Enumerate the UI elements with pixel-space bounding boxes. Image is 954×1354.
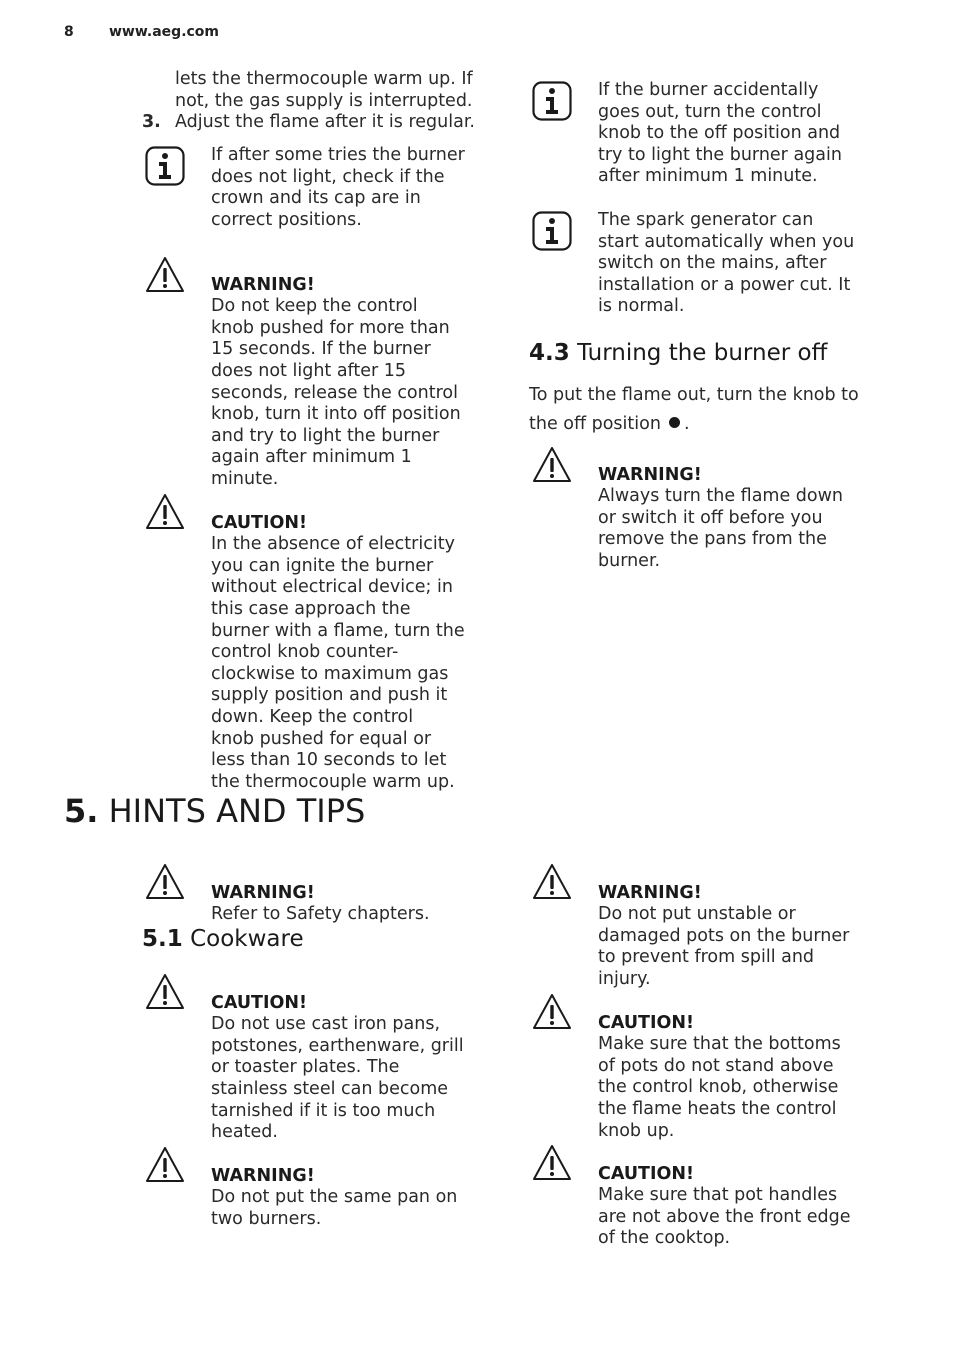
chapter-number: 5.	[64, 792, 99, 830]
caution-icon	[532, 992, 572, 1032]
off-position-icon	[669, 417, 680, 428]
warning-block-unstable-pots	[598, 861, 849, 991]
warning-icon	[145, 1145, 185, 1185]
warning-text: Do not put unstable or damaged pots on the burner to prevent from spill and injury.	[598, 904, 850, 989]
info-note-burner-out: If the burner accidentally goes out, turn the control knob to the off position and try to light the burner again after minimum 1 minute.	[598, 80, 842, 187]
site-url[interactable]: www.aeg.com	[109, 24, 220, 40]
page-number: 8	[64, 24, 74, 40]
caution-block	[211, 491, 465, 793]
warning-label: WARNING!	[211, 274, 315, 295]
caution-icon	[145, 492, 185, 532]
subsection-number: 5.1	[142, 926, 183, 952]
subsection-title: Cookware	[190, 926, 304, 952]
warning-label: WARNING!	[211, 1165, 315, 1186]
warning-label: WARNING!	[211, 882, 315, 903]
warning-icon	[145, 862, 185, 902]
warning-label: WARNING!	[598, 464, 702, 485]
warning-label: WARNING!	[598, 882, 702, 903]
caution-block-pot-bottoms	[598, 991, 841, 1142]
warning-icon	[532, 445, 572, 485]
chapter-heading	[64, 792, 365, 830]
section-heading-4-3	[529, 340, 827, 366]
step-text: Adjust the flame after it is regular.	[175, 112, 475, 132]
caution-text: Make sure that pot handles are not above the front edge of the cooktop.	[598, 1185, 851, 1249]
info-icon	[532, 211, 572, 251]
info-note: If after some tries the burner does not light, check if the crown and its cap are in correct positions.	[211, 145, 465, 230]
caution-block-pot-handles	[598, 1142, 851, 1250]
warning-block-same-pan	[211, 1144, 457, 1230]
warning-icon	[145, 255, 185, 295]
warning-icon	[532, 862, 572, 902]
section-text	[529, 381, 859, 439]
caution-block-cookware	[211, 971, 464, 1144]
caution-text: In the absence of electricity you can ignite the burner without electrical device; in this case approach the burner with a flame, turn the control knob counter- clockwise to maximum gas supply position and push it down. Keep the control knob pushed for equal or less than 10 seconds to let the thermocouple warm up.	[211, 534, 465, 792]
caution-icon	[532, 1143, 572, 1183]
caution-label: CAUTION!	[211, 992, 308, 1013]
warning-text: Refer to Safety chapters.	[211, 904, 430, 925]
subsection-heading-5-1	[142, 926, 304, 952]
warning-text: Always turn the flame down or switch it off before you remove the pans from the burner.	[598, 486, 844, 571]
warning-block	[211, 253, 461, 491]
info-icon	[145, 146, 185, 186]
warning-text: Do not put the same pan on two burners.	[211, 1187, 458, 1229]
warning-block-safety	[211, 861, 430, 926]
section-text-line2: the off position	[529, 414, 661, 434]
info-note-spark-generator: The spark generator can start automatically when you switch on the mains, after installation or a power cut. It is normal.	[598, 210, 855, 317]
warning-text: Do not keep the control knob pushed for more than 15 seconds. If the burner does not light after 15 seconds, release the control knob, turn it into off position and try to light the burner again after minimum 1 minute.	[211, 296, 461, 489]
step-number: 3.	[142, 112, 161, 132]
section-text-end: .	[683, 414, 690, 434]
caution-label: CAUTION!	[598, 1012, 695, 1033]
intro-text: lets the thermocouple warm up. If not, the gas supply is interrupted.	[175, 69, 473, 111]
caution-text: Do not use cast iron pans, potstones, earthenware, grill or toaster plates. The stainless steel can become tarnished if it is too much heated.	[211, 1014, 464, 1143]
warning-block-flame	[598, 443, 843, 573]
caution-icon	[145, 972, 185, 1012]
section-number: 4.3	[529, 340, 570, 366]
caution-label: CAUTION!	[211, 512, 308, 533]
caution-label: CAUTION!	[598, 1163, 695, 1184]
section-text-line1: To put the flame out, turn the knob to	[529, 385, 859, 405]
chapter-title: HINTS AND TIPS	[108, 792, 366, 830]
info-icon	[532, 81, 572, 121]
caution-text: Make sure that the bottoms of pots do not stand above the control knob, otherwise the flame heats the control knob up.	[598, 1034, 841, 1141]
section-title: Turning the burner off	[577, 340, 828, 366]
